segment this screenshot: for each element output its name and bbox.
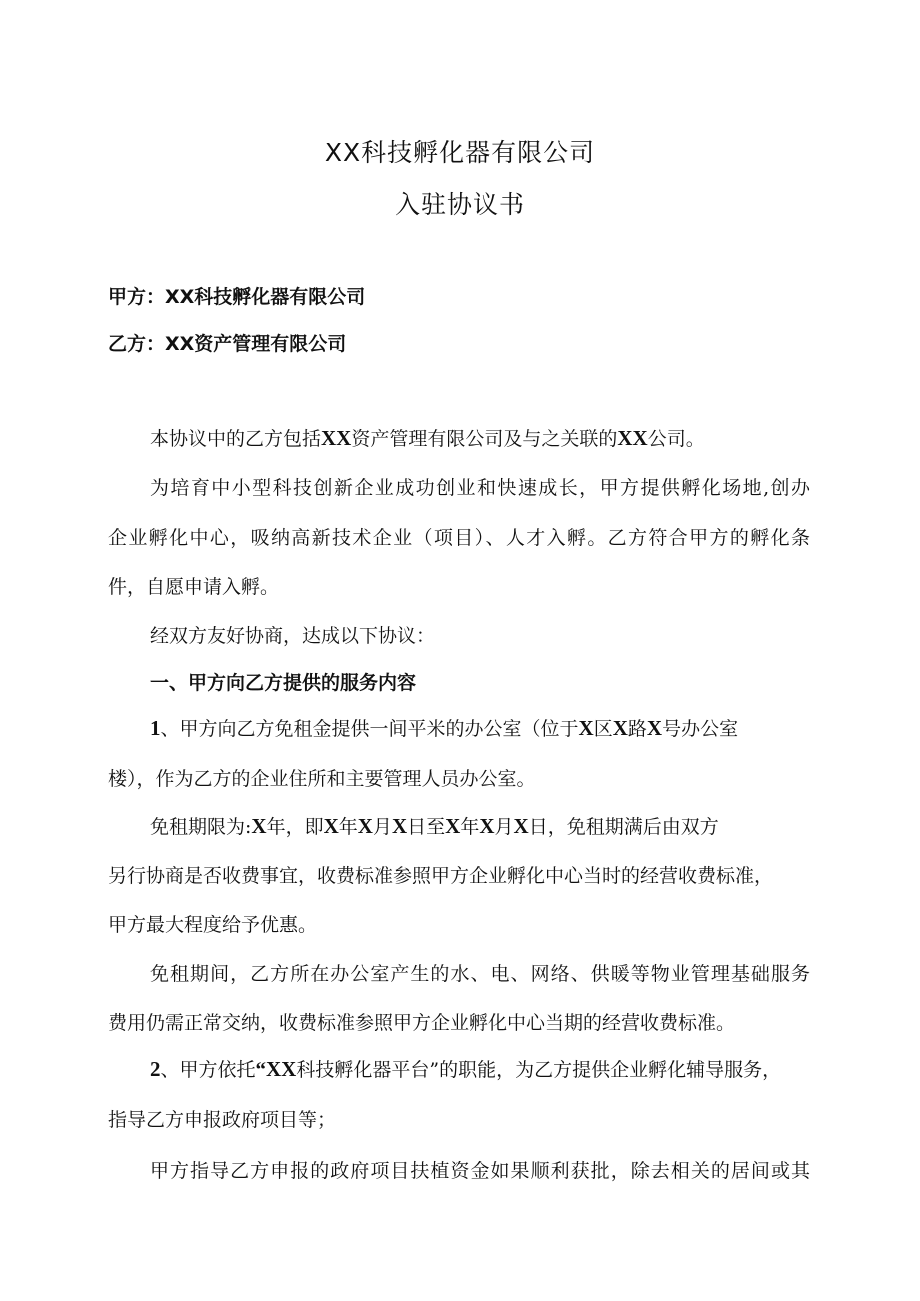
paragraph-purpose-line-1: 为培育中小型科技创新企业成功创业和快速成长，甲方提供孵化场地,创办 bbox=[150, 477, 810, 499]
document-subtitle: 入驻协议书 bbox=[394, 190, 525, 219]
rent-period-line-2: 另行协商是否收费事宜，收费标准参照甲方企业孵化中心当时的经营收费标准， bbox=[108, 865, 774, 887]
party-b: 乙方：XX资产管理有限公司 bbox=[108, 333, 347, 355]
item-1-line-2: 楼），作为乙方的企业住所和主要管理人员办公室。 bbox=[108, 768, 536, 790]
party-a: 甲方：XX科技孵化器有限公司 bbox=[108, 286, 366, 308]
document-title: XX科技孵化器有限公司 bbox=[324, 138, 596, 167]
fees-line-2: 费用仍需正常交纳，收费标准参照甲方企业孵化中心当期的经营收费标准。 bbox=[108, 1012, 736, 1034]
rent-period-line-1: 免租期限为:X年，即X年X月X日至X年X月X日，免租期满后由双方 bbox=[150, 814, 719, 838]
rent-period-line-3: 甲方最大程度给予优惠。 bbox=[108, 914, 318, 936]
section-heading-1: 一、甲方向乙方提供的服务内容 bbox=[150, 672, 417, 694]
paragraph-agreement: 经双方友好协商，达成以下协议： bbox=[150, 625, 436, 647]
item-1-line-1: 1、甲方向乙方免租金提供一间平米的办公室（位于X区X路X号办公室 bbox=[150, 716, 739, 740]
paragraph-scope: 本协议中的乙方包括XX资产管理有限公司及与之关联的XX公司。 bbox=[150, 426, 705, 450]
item-2-line-1: 2、甲方依托“XX科技孵化器平台”的职能，为乙方提供企业孵化辅导服务， bbox=[150, 1057, 782, 1081]
item-2-line-2: 指导乙方申报政府项目等； bbox=[108, 1109, 337, 1131]
paragraph-purpose-line-2: 企业孵化中心，吸纳高新技术企业（项目）、人才入孵。乙方符合甲方的孵化条 bbox=[108, 527, 810, 549]
paragraph-funding: 甲方指导乙方申报的政府项目扶植资金如果顺利获批，除去相关的居间或其 bbox=[150, 1160, 810, 1182]
fees-line-1: 免租期间，乙方所在办公室产生的水、电、网络、供暖等物业管理基础服务 bbox=[150, 963, 810, 985]
paragraph-purpose-line-3: 件，自愿申请入孵。 bbox=[108, 576, 280, 598]
